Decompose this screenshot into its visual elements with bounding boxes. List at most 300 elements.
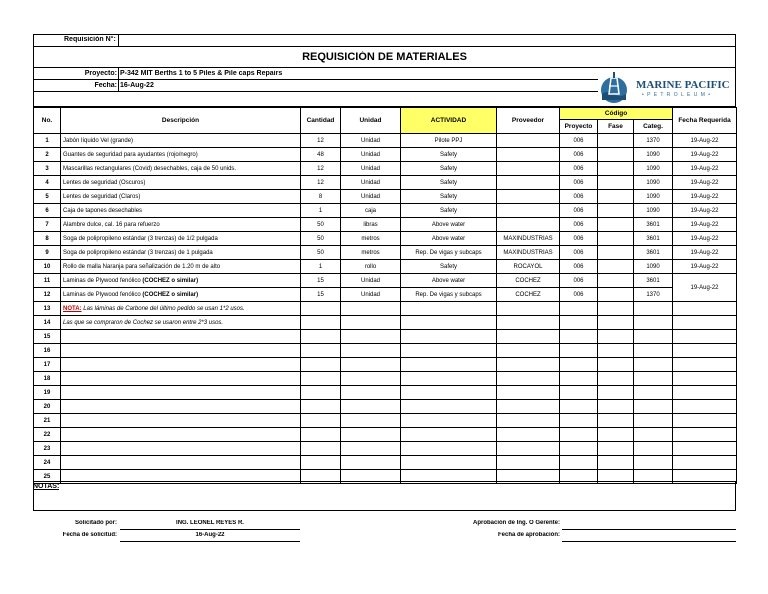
descripcion-text: Guantes de seguridad para ayudantes (rojo/negro) <box>63 151 198 158</box>
row-descripcion <box>61 456 301 470</box>
row-no: 20 <box>34 400 61 414</box>
row-actividad <box>401 428 497 442</box>
row-actividad <box>401 400 497 414</box>
descripcion-text: Mascarillas rectangulares (Covid) desechables, caja de 50 unids. <box>63 165 237 172</box>
col-proveedor: Proveedor <box>497 108 560 134</box>
proyecto-value: P-342 MIT Berths 1 to 5 Piles & Pile caps Repairs <box>120 70 283 77</box>
row-proyecto: 006 <box>560 218 598 232</box>
row-proveedor: COCHEZ <box>497 288 560 302</box>
row-categ: 1370 <box>634 288 673 302</box>
row-cantidad <box>301 414 341 428</box>
row-fecha-requerida <box>673 344 737 358</box>
row-proyecto <box>560 442 598 456</box>
row-fase <box>598 428 634 442</box>
table-row <box>34 148 737 162</box>
row-actividad: Pilote PPJ <box>401 134 497 148</box>
row-proveedor <box>497 344 560 358</box>
row-fase <box>598 358 634 372</box>
row-unidad <box>341 358 401 372</box>
row-cantidad <box>301 330 341 344</box>
table-row <box>34 330 737 344</box>
descripcion-text: Soga de polipropileno estándar (3 trenzas) de 1/2 pulgada <box>63 235 218 242</box>
row-fase <box>598 442 634 456</box>
row-cantidad: 50 <box>301 246 341 260</box>
row-fecha-requerida <box>673 316 737 330</box>
row-categ: 1090 <box>634 176 673 190</box>
row-proyecto: 006 <box>560 134 598 148</box>
row-cantidad: 15 <box>301 288 341 302</box>
table-row <box>34 414 737 428</box>
row-descripcion <box>61 344 301 358</box>
col-unidad: Unidad <box>341 108 401 134</box>
row-actividad: Safety <box>401 176 497 190</box>
row-proyecto: 006 <box>560 176 598 190</box>
row-cantidad <box>301 456 341 470</box>
row-proveedor <box>497 428 560 442</box>
row-proveedor <box>497 148 560 162</box>
row-fase <box>598 274 634 288</box>
row-proyecto <box>560 372 598 386</box>
solicitado-value: ING. LEONEL REYES R. <box>176 520 244 526</box>
row-no: 12 <box>34 288 61 302</box>
table-row <box>34 260 737 274</box>
row-cantidad <box>301 302 341 316</box>
fecha-aprobacion-line <box>562 541 736 542</box>
row-proyecto <box>560 358 598 372</box>
row-actividad <box>401 358 497 372</box>
row-categ: 3601 <box>634 218 673 232</box>
row-fase <box>598 330 634 344</box>
row-no: 25 <box>34 470 61 484</box>
row-proveedor <box>497 204 560 218</box>
row-no: 22 <box>34 428 61 442</box>
row-cantidad <box>301 400 341 414</box>
row-cantidad: 12 <box>301 176 341 190</box>
row-fase <box>598 372 634 386</box>
row-descripcion <box>61 218 301 232</box>
table-row <box>34 162 737 176</box>
descripcion-text: Caja de tapones desechables <box>63 207 143 214</box>
row-fecha-requerida <box>673 442 737 456</box>
row-actividad: Rep. De vigas y subcaps <box>401 288 497 302</box>
row-unidad: metros <box>341 232 401 246</box>
row-proyecto: 006 <box>560 260 598 274</box>
row-proyecto <box>560 386 598 400</box>
row-proveedor <box>497 330 560 344</box>
row-proyecto <box>560 344 598 358</box>
row-actividad <box>401 344 497 358</box>
table-row <box>34 134 737 148</box>
row-unidad: Unidad <box>341 148 401 162</box>
row-actividad: Safety <box>401 260 497 274</box>
row-proyecto <box>560 330 598 344</box>
row-fecha-requerida <box>673 358 737 372</box>
row-categ <box>634 358 673 372</box>
table-row <box>34 442 737 456</box>
row-no: 14 <box>34 316 61 330</box>
row-proyecto <box>560 428 598 442</box>
row-fecha-requerida: 19-Aug-22 <box>673 148 737 162</box>
row-cantidad <box>301 316 341 330</box>
row-cantidad <box>301 372 341 386</box>
row-fecha-requerida: 19-Aug-22 <box>673 260 737 274</box>
row-proveedor <box>497 358 560 372</box>
col-fase: Fase <box>598 120 634 134</box>
row-unidad: Unidad <box>341 190 401 204</box>
row-fase <box>598 400 634 414</box>
row-no: 4 <box>34 176 61 190</box>
row-actividad: Above water <box>401 218 497 232</box>
row-proveedor <box>497 400 560 414</box>
table-row <box>34 428 737 442</box>
header-line <box>33 67 736 68</box>
row-actividad: Safety <box>401 190 497 204</box>
row-actividad <box>401 330 497 344</box>
row-proveedor: COCHEZ <box>497 274 560 288</box>
row-categ: 1090 <box>634 204 673 218</box>
row-categ <box>634 428 673 442</box>
table-row <box>34 176 737 190</box>
row-fase <box>598 134 634 148</box>
row-fase <box>598 302 634 316</box>
row-unidad: caja <box>341 204 401 218</box>
row-categ <box>634 330 673 344</box>
row-proyecto <box>560 316 598 330</box>
fecha-solicitud-line <box>120 541 300 542</box>
row-descripcion <box>61 316 301 330</box>
table-row <box>34 372 737 386</box>
row-unidad: metros <box>341 246 401 260</box>
row-proveedor <box>497 302 560 316</box>
row-fecha-requerida <box>673 330 737 344</box>
row-unidad: libras <box>341 218 401 232</box>
solicitado-line <box>120 529 300 530</box>
row-actividad <box>401 442 497 456</box>
table-row <box>34 232 737 246</box>
notas-label: NOTAS: <box>33 483 60 490</box>
row-no: 18 <box>34 372 61 386</box>
row-descripcion <box>61 232 301 246</box>
row-actividad: Safety <box>401 204 497 218</box>
row-fase <box>598 246 634 260</box>
row-proveedor: MAXINDUSTRIAS <box>497 232 560 246</box>
row-cantidad: 1 <box>301 260 341 274</box>
descripcion-text: Alambre dulce, cal. 16 para refuerzo <box>63 221 160 228</box>
oil-rig-icon <box>598 70 630 104</box>
row-no: 19 <box>34 386 61 400</box>
row-categ: 3601 <box>634 232 673 246</box>
row-fase <box>598 232 634 246</box>
row-fase <box>598 190 634 204</box>
row-cantidad <box>301 442 341 456</box>
row-unidad <box>341 428 401 442</box>
row-proyecto <box>560 400 598 414</box>
row-descripcion <box>61 162 301 176</box>
col-no: No. <box>34 108 61 134</box>
descripcion-text: Laminas de Plywood fenólico <box>63 291 143 298</box>
row-descripcion <box>61 274 301 288</box>
row-no: 16 <box>34 344 61 358</box>
row-categ <box>634 372 673 386</box>
col-actividad: ACTIVIDAD <box>401 108 497 134</box>
row-categ <box>634 316 673 330</box>
row-no: 13 <box>34 302 61 316</box>
row-cantidad: 50 <box>301 232 341 246</box>
row-cantidad: 1 <box>301 204 341 218</box>
row-unidad <box>341 344 401 358</box>
row-proveedor <box>497 414 560 428</box>
row-descripcion <box>61 400 301 414</box>
row-descripcion <box>61 386 301 400</box>
row-fecha-requerida: 19-Aug-22 <box>673 274 737 302</box>
descripcion-text: Laminas de Plywood fenólico <box>63 277 143 284</box>
row-proveedor <box>497 372 560 386</box>
fecha-value: 16-Aug-22 <box>120 82 154 89</box>
row-no: 24 <box>34 456 61 470</box>
row-cantidad: 48 <box>301 148 341 162</box>
row-fase <box>598 218 634 232</box>
col-proyecto: Proyecto <box>560 120 598 134</box>
row-actividad: Safety <box>401 162 497 176</box>
col-cantidad: Cantidad <box>301 108 341 134</box>
row-fase <box>598 386 634 400</box>
row-proveedor <box>497 218 560 232</box>
row-proveedor <box>497 134 560 148</box>
row-actividad <box>401 372 497 386</box>
row-unidad <box>341 316 401 330</box>
row-proyecto: 006 <box>560 204 598 218</box>
row-actividad: Above water <box>401 274 497 288</box>
row-fase <box>598 414 634 428</box>
row-fecha-requerida: 19-Aug-22 <box>673 218 737 232</box>
fecha-solicitud-label: Fecha de solicitud: <box>62 532 117 538</box>
table-row <box>34 400 737 414</box>
table-row <box>34 302 737 316</box>
row-categ: 1090 <box>634 162 673 176</box>
row-descripcion <box>61 358 301 372</box>
materials-table <box>33 107 737 484</box>
row-categ: 1090 <box>634 190 673 204</box>
row-fase <box>598 162 634 176</box>
row-no: 2 <box>34 148 61 162</box>
row-categ <box>634 386 673 400</box>
row-fase <box>598 204 634 218</box>
row-cantidad: 12 <box>301 162 341 176</box>
row-proyecto: 006 <box>560 148 598 162</box>
row-fecha-requerida: 19-Aug-22 <box>673 162 737 176</box>
row-categ <box>634 400 673 414</box>
descripcion-text: Jabón líquido Vel (grande) <box>63 137 134 144</box>
row-fecha-requerida <box>673 456 737 470</box>
col-categ: Categ. <box>634 120 673 134</box>
notas-box <box>33 481 736 511</box>
row-proyecto <box>560 456 598 470</box>
header-vline <box>118 67 119 91</box>
row-cantidad <box>301 344 341 358</box>
row-cantidad: 12 <box>301 134 341 148</box>
logo-name: MARINE PACIFIC <box>636 79 730 91</box>
row-unidad: Unidad <box>341 274 401 288</box>
row-proyecto: 006 <box>560 190 598 204</box>
row-cantidad: 50 <box>301 218 341 232</box>
row-descripcion <box>61 428 301 442</box>
row-fecha-requerida <box>673 400 737 414</box>
row-fecha-requerida: 19-Aug-22 <box>673 204 737 218</box>
row-descripcion <box>61 302 301 316</box>
row-unidad <box>341 302 401 316</box>
company-logo <box>598 69 730 105</box>
row-no: 6 <box>34 204 61 218</box>
row-cantidad <box>301 428 341 442</box>
row-proveedor: MAXINDUSTRIAS <box>497 246 560 260</box>
row-proveedor <box>497 176 560 190</box>
row-descripcion <box>61 204 301 218</box>
descripcion-text: Las que se compraron de Cochez se usaron entre 2*3 usos. <box>63 319 224 326</box>
table-row <box>34 274 737 288</box>
row-fase <box>598 316 634 330</box>
aprobacion-line <box>562 529 736 530</box>
row-fase <box>598 148 634 162</box>
row-descripcion <box>61 330 301 344</box>
table-row <box>34 190 737 204</box>
fecha-label: Fecha: <box>94 82 117 89</box>
row-fecha-requerida <box>673 386 737 400</box>
row-no: 1 <box>34 134 61 148</box>
row-descripcion <box>61 134 301 148</box>
nota-label: NOTA: <box>63 305 82 312</box>
row-descripcion <box>61 288 301 302</box>
row-categ: 3601 <box>634 274 673 288</box>
row-categ <box>634 344 673 358</box>
row-proyecto: 006 <box>560 274 598 288</box>
row-unidad <box>341 400 401 414</box>
row-unidad <box>341 330 401 344</box>
header-line <box>33 91 598 92</box>
solicitado-label: Solicitado por: <box>75 520 117 526</box>
row-fecha-requerida: 19-Aug-22 <box>673 176 737 190</box>
row-no: 9 <box>34 246 61 260</box>
row-fecha-requerida <box>673 414 737 428</box>
col-codigo: Código <box>560 108 673 120</box>
table-row <box>34 344 737 358</box>
row-unidad <box>341 456 401 470</box>
fecha-solicitud-value: 16-Aug-22 <box>195 532 225 538</box>
table-row <box>34 358 737 372</box>
fecha-aprobacion-label: Fecha de aprobación: <box>497 532 560 538</box>
row-proveedor: ROCAYOL <box>497 260 560 274</box>
row-categ <box>634 414 673 428</box>
row-unidad: rollo <box>341 260 401 274</box>
requisicion-label: Requisición N°: <box>64 36 116 43</box>
row-unidad <box>341 442 401 456</box>
row-actividad <box>401 386 497 400</box>
descripcion-text: Lentes de seguridad (Oscuros) <box>63 179 146 186</box>
row-actividad <box>401 456 497 470</box>
table-row <box>34 246 737 260</box>
row-categ: 1090 <box>634 260 673 274</box>
row-fase <box>598 456 634 470</box>
row-no: 3 <box>34 162 61 176</box>
row-unidad: Unidad <box>341 288 401 302</box>
table-row <box>34 204 737 218</box>
row-proveedor <box>497 190 560 204</box>
row-no: 10 <box>34 260 61 274</box>
row-proveedor <box>497 162 560 176</box>
row-descripcion <box>61 246 301 260</box>
row-fecha-requerida <box>673 302 737 316</box>
row-fase <box>598 176 634 190</box>
row-descripcion <box>61 148 301 162</box>
row-categ: 1090 <box>634 148 673 162</box>
table-row <box>34 316 737 330</box>
row-actividad <box>401 316 497 330</box>
row-fecha-requerida: 19-Aug-22 <box>673 190 737 204</box>
col-descripcion: Descripción <box>61 108 301 134</box>
row-no: 7 <box>34 218 61 232</box>
row-proveedor <box>497 386 560 400</box>
row-unidad <box>341 386 401 400</box>
table-row <box>34 218 737 232</box>
table-row <box>34 456 737 470</box>
row-unidad <box>341 414 401 428</box>
row-no: 17 <box>34 358 61 372</box>
row-no: 11 <box>34 274 61 288</box>
descripcion-text: Soga de polipropileno estándar (3 trenzas) de 1 pulgada <box>63 249 213 256</box>
row-no: 21 <box>34 414 61 428</box>
descripcion-text: Rollo de malla Naranja para señalización de 1.20 m de alto <box>63 263 221 270</box>
row-cantidad: 8 <box>301 190 341 204</box>
page-title: REQUISICIÓN DE MATERIALES <box>302 51 467 63</box>
row-descripcion <box>61 414 301 428</box>
header-vline <box>118 34 119 46</box>
row-fase <box>598 260 634 274</box>
table-row <box>34 386 737 400</box>
row-fecha-requerida: 19-Aug-22 <box>673 232 737 246</box>
row-actividad: Rep. De vigas y subcaps <box>401 246 497 260</box>
row-fecha-requerida <box>673 428 737 442</box>
row-no: 23 <box>34 442 61 456</box>
row-no: 5 <box>34 190 61 204</box>
header-line <box>33 46 736 47</box>
row-actividad: Safety <box>401 148 497 162</box>
proyecto-label: Proyecto: <box>84 70 117 77</box>
row-descripcion <box>61 176 301 190</box>
row-no: 8 <box>34 232 61 246</box>
row-proyecto: 006 <box>560 232 598 246</box>
row-unidad <box>341 372 401 386</box>
row-fecha-requerida: 19-Aug-22 <box>673 246 737 260</box>
row-cantidad: 15 <box>301 274 341 288</box>
row-descripcion <box>61 372 301 386</box>
aprobacion-label: Aprobación de Ing. O Gerente: <box>472 520 560 526</box>
row-cantidad <box>301 386 341 400</box>
row-categ <box>634 456 673 470</box>
row-descripcion <box>61 190 301 204</box>
row-fecha-requerida <box>673 372 737 386</box>
row-unidad: Unidad <box>341 176 401 190</box>
col-fecha-requerida: Fecha Requerida <box>673 108 737 134</box>
row-categ: 1370 <box>634 134 673 148</box>
row-actividad: Above water <box>401 232 497 246</box>
row-proyecto: 006 <box>560 288 598 302</box>
row-proyecto: 006 <box>560 162 598 176</box>
descripcion-text: Lentes de seguridad (Claros) <box>63 193 141 200</box>
row-cantidad <box>301 358 341 372</box>
row-fase <box>598 344 634 358</box>
row-unidad: Unidad <box>341 134 401 148</box>
logo-sub: • P E T R O L E U M • <box>642 92 712 98</box>
row-proveedor <box>497 456 560 470</box>
